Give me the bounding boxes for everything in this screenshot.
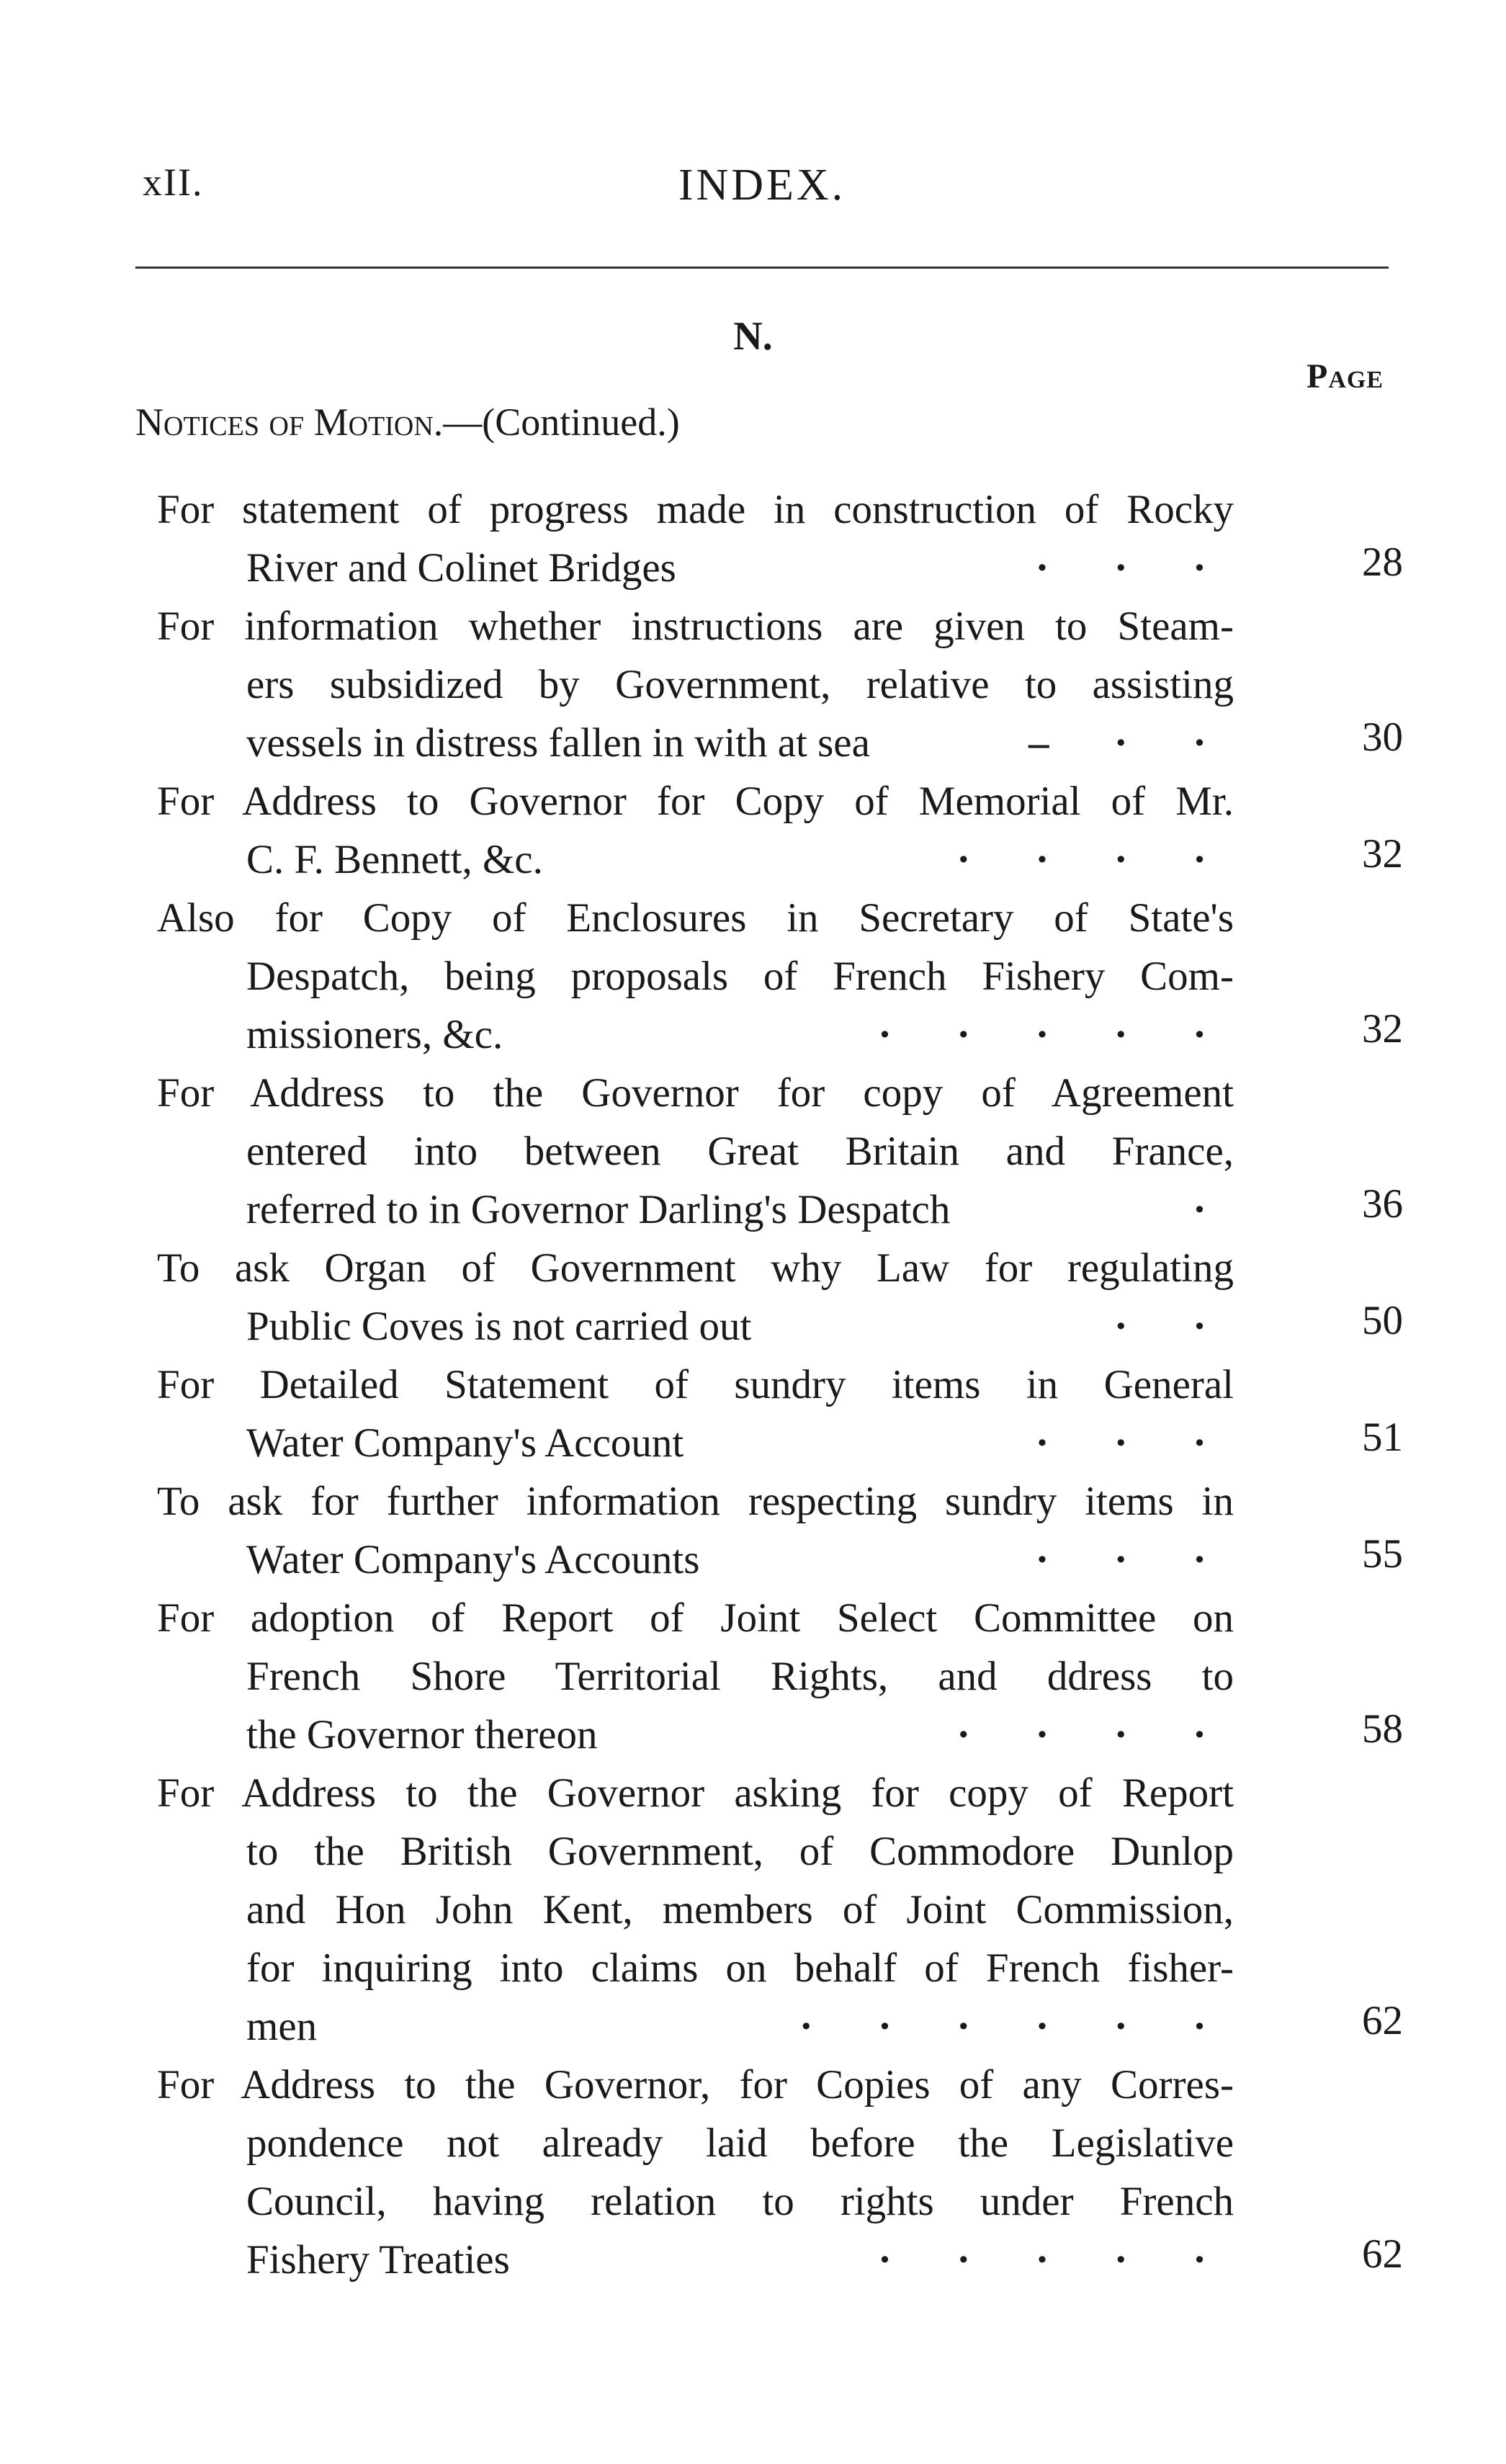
entry-text: For Address to Governor for Copy of Memorial of Mr. [157,779,1234,824]
index-entry [157,889,1403,1064]
index-entry [157,1589,1403,1764]
entry-line [157,480,1234,539]
entry-text: for inquiring into claims on behalf of French fisher- [246,1945,1234,1991]
section-letter: N. [733,314,773,359]
entry-text: ers subsidized by Government, relative to assisting [246,662,1234,707]
heading-main: Notices of Motion. [135,400,444,444]
entry-line [246,1997,1234,2056]
entry-text: Public Coves is not carried out [246,1304,752,1349]
entry-line [246,1122,1234,1181]
entry-text: For Address to the Governor for copy of Agreement [157,1070,1234,1116]
entry-page-number: 58 [1362,1706,1403,1752]
entry-text: Despatch, being proposals of French Fishery Com- [246,954,1234,999]
entry-text: Also for Copy of Enclosures in Secretary of State's [157,895,1234,941]
entry-line [246,1005,1234,1064]
dot-leader: · [1192,1187,1234,1232]
index-entry [157,772,1403,889]
entry-text: For Address to the Governor asking for copy of Report [157,1770,1234,1816]
index-entry [157,597,1403,772]
entry-line [246,1647,1234,1706]
entry-text: For information whether instructions are given to Steam- [157,604,1234,649]
entry-line [246,539,1234,597]
entry-text: Council, having relation to rights under French [246,2179,1234,2224]
entry-line [246,655,1234,714]
running-title: INDEX. [678,161,846,210]
entry-line [246,1939,1234,1997]
header-rule [135,266,1389,269]
index-entries [0,480,1506,2289]
entry-text: C. F. Bennett, &c. [246,837,543,882]
dot-leader: · · · · [956,1712,1234,1757]
entry-text: and Hon John Kent, members of Joint Commission, [246,1887,1234,1932]
dot-leader: · · · · · · [799,2004,1234,2049]
entry-text: For statement of progress made in construction of Rocky [157,487,1234,532]
entry-text: pondence not already laid before the Legislative [246,2120,1234,2166]
entry-page-number: 30 [1362,714,1403,760]
entry-text: For Address to the Governor, for Copies of any Corres- [157,2062,1234,2107]
section-heading [135,400,680,444]
entry-page-number: 62 [1362,1998,1403,2043]
entry-text: Water Company's Account [246,1420,684,1466]
entry-line [246,947,1234,1005]
entry-page-number: 36 [1362,1181,1403,1227]
index-entry [157,1764,1403,2056]
dot-leader: – · · [1028,720,1234,766]
index-entry [157,2056,1403,2289]
entry-line [246,1181,1234,1239]
entry-line [246,1881,1234,1939]
entry-line [157,1589,1234,1647]
entry-page-number: 55 [1362,1531,1403,1577]
page-header [135,160,1389,218]
entry-line [246,2231,1234,2289]
entry-page-number: 51 [1362,1415,1403,1460]
entry-text: referred to in Governor Darling's Despatch [246,1187,951,1232]
index-entry [157,1239,1403,1356]
entry-page-number: 32 [1362,1006,1403,1052]
entry-line [246,714,1234,772]
entry-line [157,2056,1234,2114]
entry-text: to the British Government, of Commodore Dunlop [246,1829,1234,1874]
entry-line [157,1764,1234,1822]
dot-leader: · · · · [956,837,1234,882]
index-entry [157,1064,1403,1239]
entry-page-number: 28 [1362,539,1403,585]
entry-line [157,1472,1234,1531]
dot-leader: · · · [1035,545,1234,591]
index-entry [157,480,1403,597]
entry-line [246,1706,1234,1764]
entry-line [157,1064,1234,1122]
dot-leader: · · · [1035,1537,1234,1582]
dot-leader: · · · · · [877,1012,1234,1057]
entry-text: vessels in distress fallen in with at sea [246,720,870,766]
entry-text: men [246,2004,318,2049]
entry-line [246,1414,1234,1472]
entry-page-number: 32 [1362,831,1403,877]
entry-text: French Shore Territorial Rights, and ddress to [246,1654,1234,1699]
entry-page-number: 50 [1362,1298,1403,1343]
entry-line [246,830,1234,889]
entry-page-number: 62 [1362,2231,1403,2277]
entry-text: For adoption of Report of Joint Select Committee on [157,1595,1234,1641]
entry-line [246,1822,1234,1881]
entry-line [246,1531,1234,1589]
entry-text: the Governor thereon [246,1712,598,1757]
heading-continued: —(Continued.) [443,400,680,444]
entry-line [157,1239,1234,1297]
entry-text: Fishery Treaties [246,2237,510,2282]
index-entry [157,1356,1403,1472]
entry-line [157,597,1234,655]
entry-text: To ask for further information respecting sundry items in [157,1479,1234,1524]
entry-text: For Detailed Statement of sundry items in General [157,1362,1234,1407]
entry-line [246,2172,1234,2231]
page-column-label: Page [1306,357,1384,395]
entry-line [157,889,1234,947]
entry-line [157,772,1234,830]
entry-text: entered into between Great Britain and France, [246,1129,1234,1174]
entry-text: To ask Organ of Government why Law for regulating [157,1245,1234,1291]
entry-line [246,2114,1234,2172]
index-entry [157,1472,1403,1589]
page-number: xII. [143,161,204,204]
entry-line [157,1356,1234,1414]
entry-text: River and Colinet Bridges [246,545,676,591]
dot-leader: · · · [1035,1420,1234,1466]
entry-line [246,1297,1234,1356]
entry-text: Water Company's Accounts [246,1537,700,1582]
dot-leader: · · [1113,1304,1234,1349]
entry-text: missioners, &c. [246,1012,503,1057]
dot-leader: · · · · · [877,2237,1234,2282]
